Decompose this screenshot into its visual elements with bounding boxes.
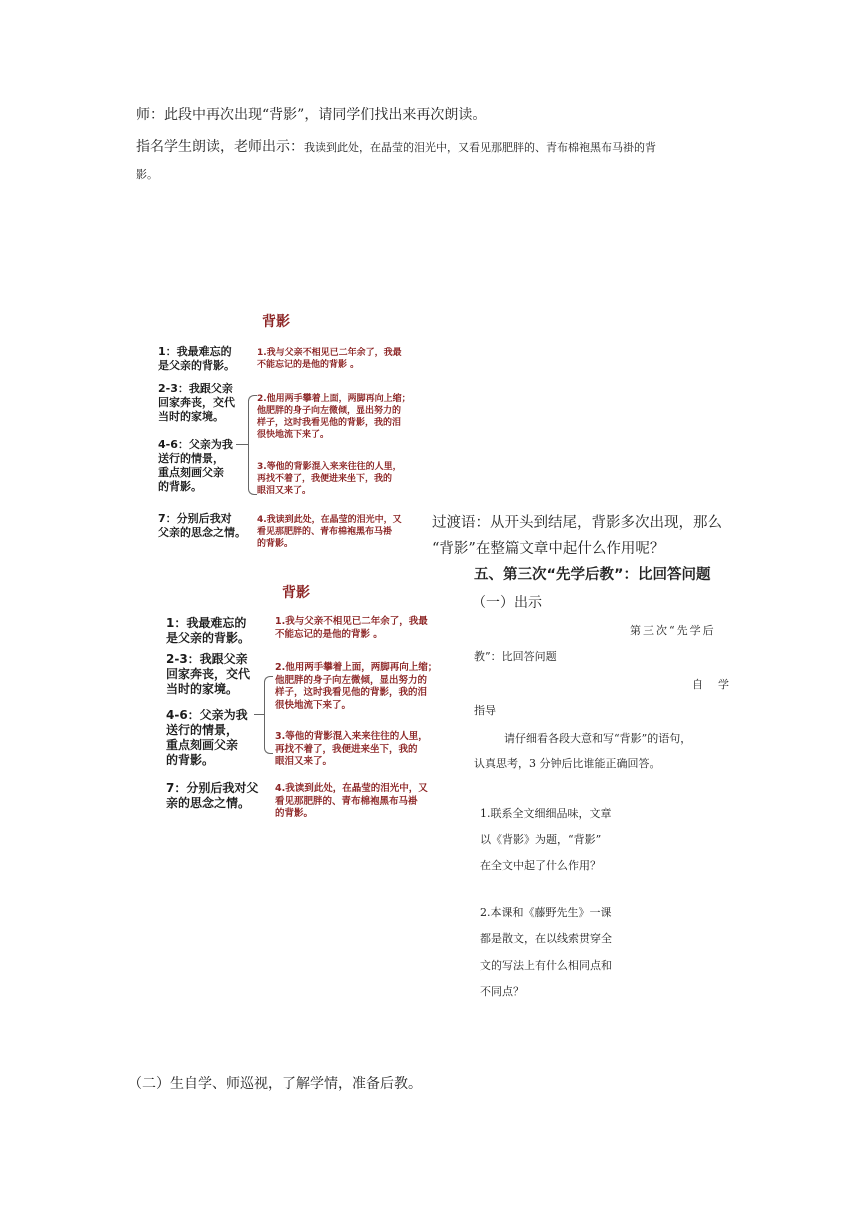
instruction-line: 认真思考，3 分钟后比谁能正确回答。 [474, 757, 661, 770]
question-line: 2.本课和《藤野先生》一课 [480, 906, 612, 919]
question-line: 不同点？ [480, 985, 524, 998]
quote-item: 1.我与父亲不相见已二年余了，我最 不能忘记的是他的背影 。 [275, 616, 428, 640]
figure-title: 背影 [262, 314, 290, 330]
paragraph-line: 师：此段中再次出现“背影”，请同学们找出来再次朗读。 [136, 107, 487, 123]
subheading: （一）出示 [472, 595, 542, 611]
bracket-line [264, 676, 273, 754]
question-line: 以《背影》为题，“背影” [480, 833, 602, 846]
question-line: 文的写法上有什么相同点和 [480, 959, 612, 972]
paragraph-line: 影。 [136, 168, 158, 181]
quote-item: 2.他用两手攀着上面，两脚再向上缩； 他肥胖的身子向左微倾，显出努力的 样子，这时我看见他的背影，我的泪 很快地流下来了。 [275, 662, 438, 711]
guide-label: 自 学 [692, 678, 731, 691]
quote-item: 3.等他的背影混入来来往往的人里， 再找不着了，我便进来坐下，我的 眼泪又来了。 [275, 731, 428, 767]
summary-item: 1：我最难忘的 是父亲的背影。 [166, 616, 251, 645]
quote-text: 我读到此处，在晶莹的泪光中，又看见那肥胖的、青布棉袍黑布马褂的背 [304, 141, 656, 154]
question-line: 1.联系全文细细品味，文章 [480, 807, 612, 820]
figure-title: 背影 [282, 585, 310, 601]
connector-line [236, 444, 248, 445]
question-line: 在全文中起了什么作用？ [480, 859, 601, 872]
transition-line: 过渡语：从开头到结尾，背影多次出现，那么 [432, 515, 722, 531]
guide-label: 指导 [474, 704, 496, 717]
quote-item: 4.我读到此处，在晶莹的泪光中，又 看见那肥胖的、青布棉袍黑布马褂 的背影。 [275, 783, 428, 819]
quote-item: 3.等他的背影混入来来往往的人里， 再找不着了，我便进来坐下，我的 眼泪又来了。 [257, 462, 402, 496]
quote-item: 2.他用两手攀着上面，两脚再向上缩； 他肥胖的身子向左微倾，显出努力的 样子，这时我看见他的背影，我的泪 很快地流下来了。 [257, 394, 411, 440]
summary-item: 7：分别后我对 父亲的思念之情。 [158, 512, 246, 539]
summary-item: 2-3：我跟父亲 回家奔丧，交代 当时的家境。 [158, 382, 235, 423]
structure-figure [150, 305, 420, 555]
box-title: 教”：比回答问题 [474, 650, 557, 663]
summary-item: 7：分别后我对父 亲的思念之情。 [166, 781, 259, 810]
summary-item: 2-3：我跟父亲 回家奔丧，交代 当时的家境。 [166, 652, 251, 696]
summary-item: 4-6：父亲为我 送行的情景， 重点刻画父亲 的背影。 [158, 438, 233, 493]
connector-line [254, 714, 264, 715]
quote-item: 1.我与父亲不相见已二年余了，我最 不能忘记的是他的背影 。 [257, 348, 402, 370]
section-heading: 五、第三次“先学后教”：比回答问题 [474, 567, 711, 583]
transition-line: “背影”在整篇文章中起什么作用呢？ [432, 541, 665, 557]
paragraph-line [136, 136, 656, 159]
paragraph-line: （二）生自学、师巡视，了解学情，准备后教。 [128, 1076, 422, 1092]
lead-text: 指名学生朗读，老师出示： [136, 139, 304, 155]
summary-item: 1：我最难忘的 是父亲的背影。 [158, 345, 235, 372]
box-title: 第三次“先学后 [630, 624, 716, 637]
summary-item: 4-6：父亲为我 送行的情景， 重点刻画父亲 的背影。 [166, 708, 248, 767]
quote-item: 4.我读到此处，在晶莹的泪光中，又 看见那肥胖的、青布棉袍黑布马褂 的背影。 [257, 515, 402, 549]
instruction-line: 请仔细看各段大意和写“背影”的语句， [504, 732, 692, 745]
structure-figure [158, 576, 448, 836]
bracket-line [248, 395, 257, 495]
question-line: 都是散文，在以线索贯穿全 [480, 932, 612, 945]
